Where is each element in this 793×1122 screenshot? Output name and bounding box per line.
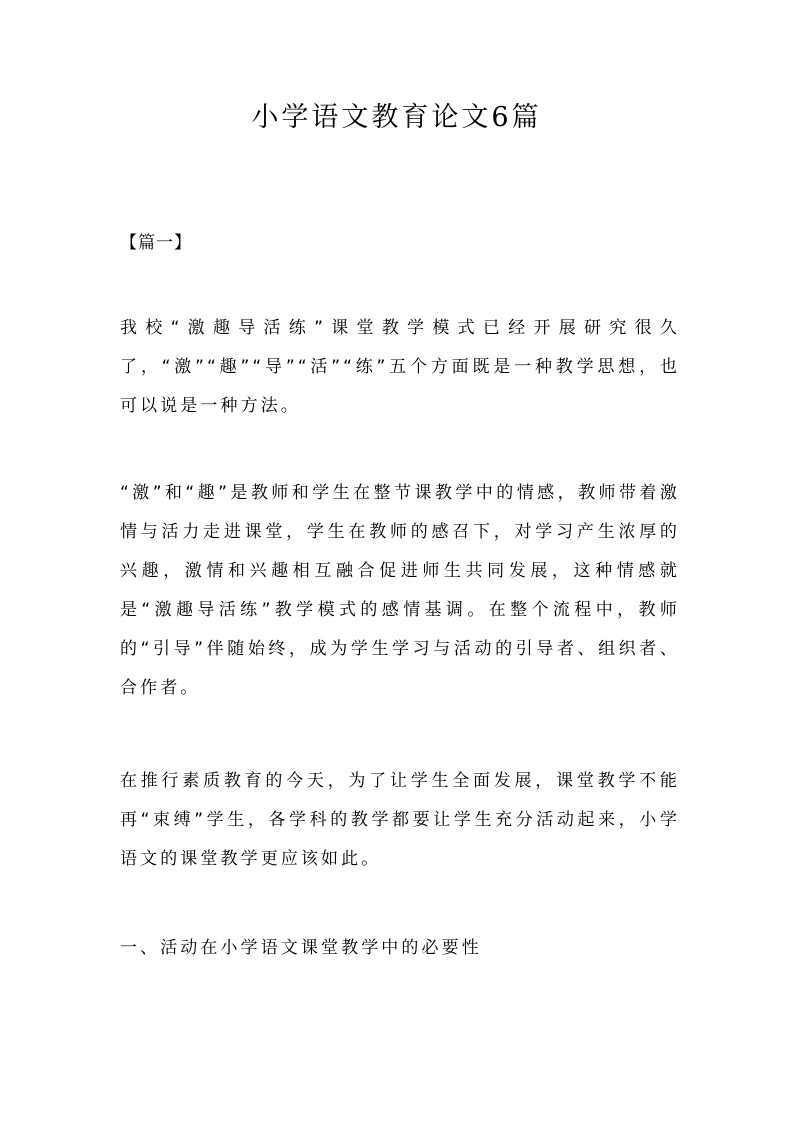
paragraph-intro: 我校“激趣导活练”课堂教学模式已经开展研究很久了，“激”“趣”“导”“活”“练”五个方面既是一种教学思想，也可以说是一种方法。	[120, 318, 680, 416]
document-title: 小学语文教育论文6篇	[251, 102, 542, 133]
paragraph-quality-education: 在推行素质教育的今天，为了让学生全面发展，课堂教学不能再“束缚”学生，各学科的教学都要让学生充分活动起来，小学语文的课堂教学更应该如此。	[120, 771, 680, 869]
paragraph-emotion: “激”和“趣”是教师和学生在整节课教学中的情感，教师带着激情与活力走进课堂，学生在教师的感召下，对学习产生浓厚的兴趣，激情和兴趣相互融合促进师生共同发展，这种情感就是“激趣导活练”教学模式的感情基调。在整个流程中，教师的“引导”伴随始终，成为学生学习与活动的引导者、组织者、合作者。	[120, 483, 680, 698]
section-heading-1: 一、活动在小学语文课堂教学中的必要性	[120, 938, 482, 958]
section-label: 【篇一】	[120, 233, 192, 253]
